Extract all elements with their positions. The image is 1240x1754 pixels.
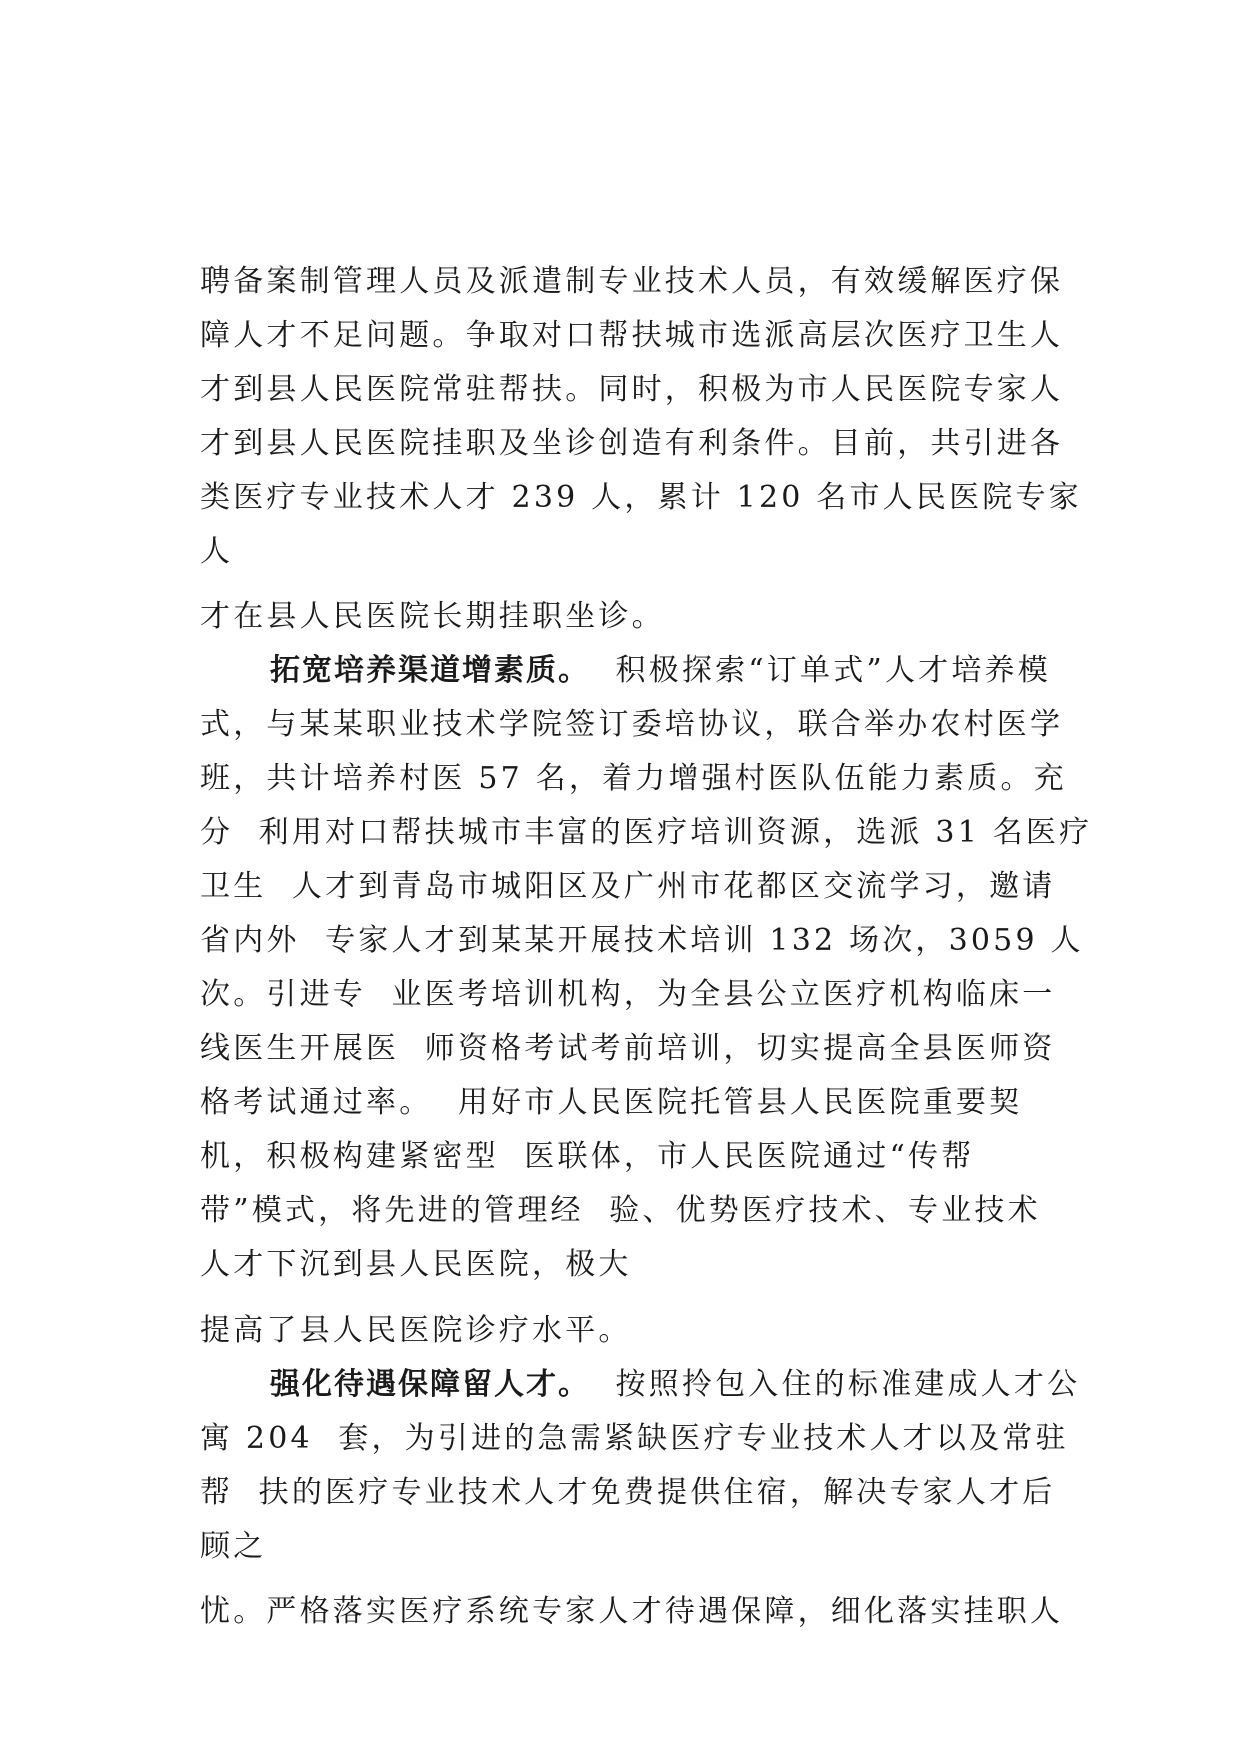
text-line: 人 — [200, 534, 234, 569]
section-heading: 强化待遇保障留人才。 — [270, 1367, 590, 1402]
text-line: 式，与某某职业技术学院签订委培协议，联合举办农村医学 — [200, 707, 1064, 742]
paragraph-first-line — [270, 1365, 1080, 1405]
text-line: 省内外 专家人才到某某开展技术培训 132 场次，3059 人 — [200, 923, 1084, 958]
text-line: 寓 204 套，为引进的急需紧缺医疗专业技术人才以及常驻 — [200, 1421, 1069, 1456]
section-heading: 拓宽培养渠道增素质。 — [270, 653, 590, 688]
text-line: 带”模式，将先进的管理经 验、优势医疗技术、专业技术 — [200, 1193, 1041, 1228]
text-line: 类医疗专业技术人才 239 人，累计 120 名市人民医院专家 — [200, 480, 1082, 515]
text-line: 机，积极构建紧密型 医联体，市人民医院通过“传帮 — [200, 1139, 975, 1174]
text-line: 格考试通过率。 用好市人民医院托管县人民医院重要契 — [200, 1085, 1023, 1120]
text-line: 次。引进专 业医考培训机构，为全县公立医疗机构临床一 — [200, 977, 1056, 1012]
text-line: 才到县人民医院常驻帮扶。同时，积极为市人民医院专家人 — [200, 372, 1064, 407]
text-line: 顾之 — [200, 1529, 267, 1564]
paragraph-first-line — [270, 651, 1051, 691]
text-run: 按照拎包入住的标准建成人才公 — [590, 1367, 1081, 1402]
text-run: 积极探索“订单式”人才培养模 — [590, 653, 1051, 688]
text-line: 忧。严格落实医疗系统专家人才待遇保障，细化落实挂职人 — [200, 1594, 1064, 1629]
text-line: 卫生 人才到青岛市城阳区及广州市花都区交流学习，邀请 — [200, 869, 1056, 904]
text-line: 提高了县人民医院诊疗水平。 — [200, 1313, 632, 1348]
text-line: 线医生开展医 师资格考试考前培训，切实提高全县医师资 — [200, 1031, 1056, 1066]
text-line: 才在县人民医院长期挂职坐诊。 — [200, 599, 665, 634]
text-line: 才到县人民医院挂职及坐诊创造有利条件。目前，共引进各 — [200, 426, 1064, 461]
text-line: 聘备案制管理人员及派遣制专业技术人员，有效缓解医疗保 — [200, 264, 1064, 299]
text-line: 帮 扶的医疗专业技术人才免费提供住宿，解决专家人才后 — [200, 1475, 1056, 1510]
text-line: 班，共计培养村医 57 名，着力增强村医队伍能力素质。充 — [200, 761, 1067, 796]
text-line: 人才下沉到县人民医院，极大 — [200, 1247, 632, 1282]
text-line: 障人才不足问题。争取对口帮扶城市选派高层次医疗卫生人 — [200, 318, 1064, 353]
text-line: 分 利用对口帮扶城市丰富的医疗培训资源，选派 31 名医疗 — [200, 815, 1093, 850]
